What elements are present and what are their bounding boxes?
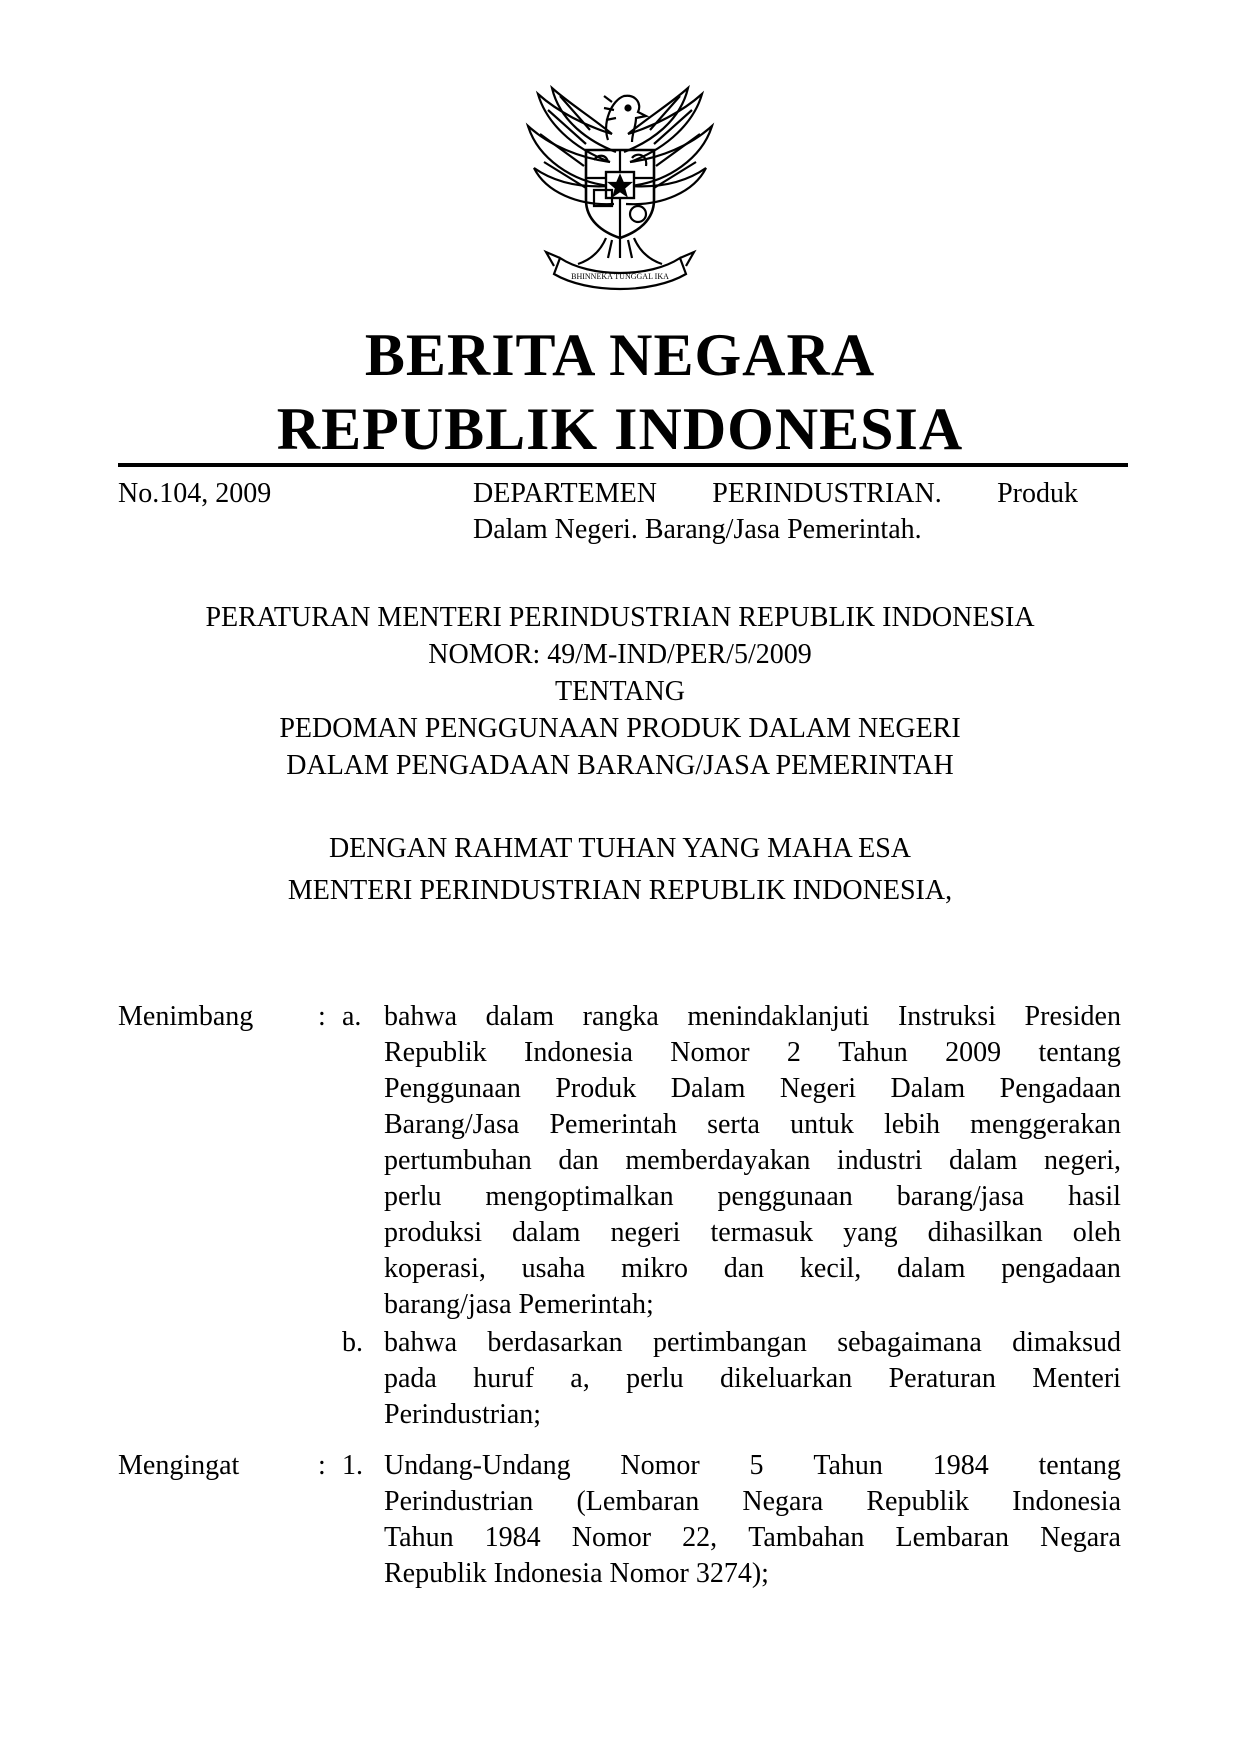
regulation-subject: PEDOMAN PENGGUNAAN PRODUK DALAM NEGERI [279,713,961,744]
menimbang-a-marker: a. [342,1001,362,1032]
regulation-number: NOMOR: 49/M-IND/PER/5/2009 [428,639,812,670]
text-line: bahwa dalam rangka menindaklanjuti Instruksi Presiden [384,1001,1121,1032]
title-divider [118,463,1128,467]
text-line: Undang-Undang Nomor 5 Tahun 1984 tentang [384,1450,1121,1481]
emblem-motto: BHINNEKA TUNGGAL IKA [571,272,669,281]
subject-word: DEPARTEMEN [473,478,657,509]
text-line: produksi dalam negeri termasuk yang dihasilkan oleh [384,1217,1121,1248]
menimbang-label: Menimbang [118,1001,254,1032]
text-line: Republik Indonesia Nomor 3274); [384,1558,769,1589]
text-line: pada huruf a, perlu dikeluarkan Peraturan Menteri [384,1363,1121,1394]
subject-word: PERINDUSTRIAN. [712,478,942,509]
gazette-number: No.104, 2009 [118,478,272,509]
text-line: Perindustrian; [384,1399,542,1430]
regulation-line: TENTANG [555,676,685,707]
garuda-pancasila-emblem-icon [520,82,720,300]
preamble-line: DENGAN RAHMAT TUHAN YANG MAHA ESA [328,833,912,864]
text-line: barang/jasa Pemerintah; [384,1289,654,1320]
text-line: Tahun 1984 Nomor 22, Tambahan Lembaran Negara [384,1522,1121,1553]
gazette-title-line1: BERITA NEGARA [364,322,876,388]
text-line: Republik Indonesia Nomor 2 Tahun 2009 tentang [384,1037,1121,1068]
menimbang-a-text [384,999,1121,1323]
regulation-heading [0,599,1240,784]
mengingat-1-text [384,1448,1121,1592]
text-line: Perindustrian (Lembaran Negara Republik Indonesia [384,1486,1121,1517]
text-line: Penggunaan Produk Dalam Negeri Dalam Pengadaan [384,1073,1121,1104]
mengingat-colon: : [318,1450,326,1481]
text-line: pertumbuhan dan memberdayakan industri dalam negeri, [384,1145,1121,1176]
text-line: koperasi, usaha mikro dan kecil, dalam pengadaan [384,1253,1121,1284]
subject-line: Dalam Negeri. Barang/Jasa Pemerintah. [473,514,922,545]
mengingat-label: Mengingat [118,1450,240,1481]
regulation-line: PERATURAN MENTERI PERINDUSTRIAN REPUBLIK INDONESIA [205,602,1035,633]
mengingat-1-marker: 1. [342,1450,363,1481]
preamble-line: MENTERI PERINDUSTRIAN REPUBLIK INDONESIA, [287,875,953,906]
text-line: bahwa berdasarkan pertimbangan sebagaimana dimaksud [384,1327,1121,1358]
gazette-subject [473,476,1078,548]
menimbang-b-marker: b. [342,1327,363,1358]
menimbang-b-text [384,1325,1121,1433]
subject-word: Produk [997,478,1078,509]
menimbang-colon: : [318,1001,326,1032]
preamble-heading [0,828,1240,912]
gazette-title-line2: REPUBLIK INDONESIA [276,396,964,462]
text-line: perlu mengoptimalkan penggunaan barang/jasa hasil [384,1181,1121,1212]
text-line: Barang/Jasa Pemerintah serta untuk lebih menggerakan [384,1109,1121,1140]
regulation-subject: DALAM PENGADAAN BARANG/JASA PEMERINTAH [286,750,954,781]
